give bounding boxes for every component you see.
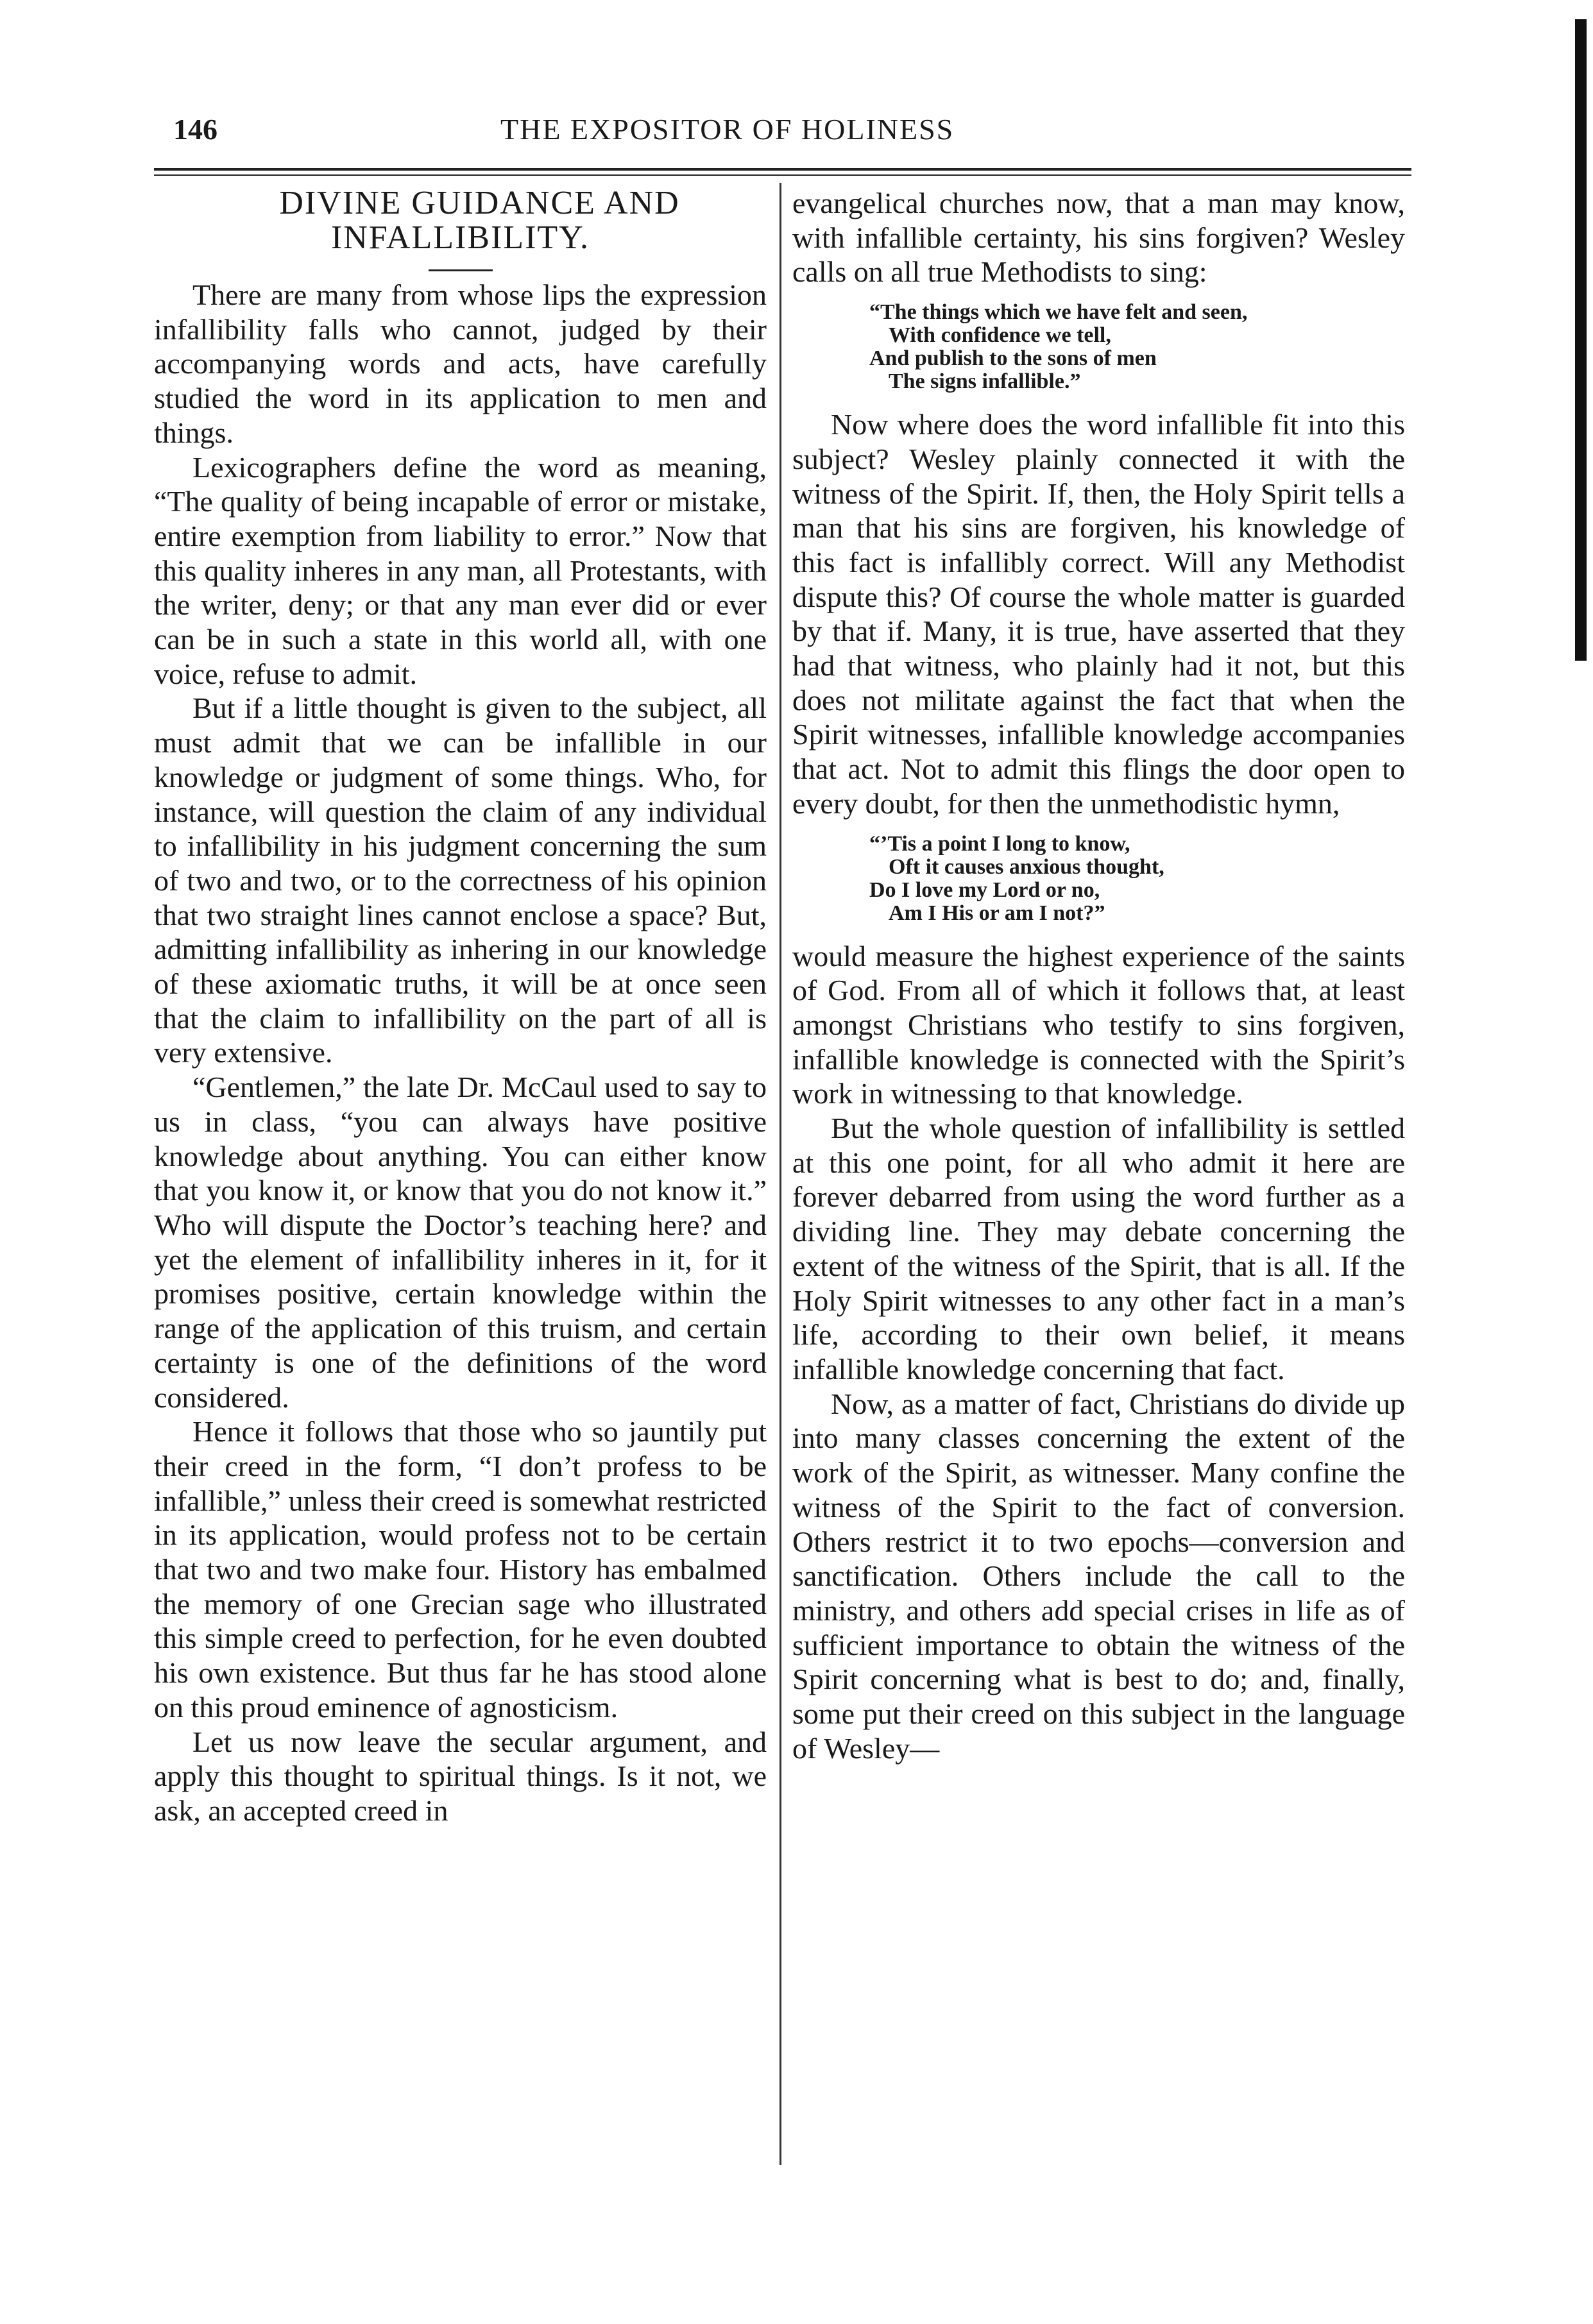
left-column (154, 186, 767, 1828)
paragraph: There are many from whose lips the expression infallibility falls who cannot, judged by their accompanying words and acts, have carefully studied the word in its application to men and things. (154, 278, 767, 449)
verse-line: “The things which we have felt and seen, (869, 300, 1248, 325)
paragraph: “Gentlemen,” the late Dr. McCaul used to say to us in class, “you can always have positive knowledge about anything. You can either know that you know it, or know that you do not know it.” Who will dispute the Doctor’s teaching here? and yet the element of infallibility inheres in it, for it promises positive, certain knowledge within the range of the application of this truism, and certain certainty is one of the definitions of the word considered. (154, 1071, 767, 1414)
page-number: 146 (173, 113, 217, 146)
paragraph: Now where does the word infallible fit into this subject? Wesley plainly connected it with the witness of the Spirit. If, then, the Holy Spirit tells a man that his sins are forgiven, his knowledge of this fact is infallibly correct. Will any Methodist dispute this? Of course the whole matter is guarded by that if. Many, it is true, have asserted that they had that witness, who plainly had it not, but this does not militate against the fact that when the Spirit witnesses, infallible knowledge accompanies that act. Not to admit this flings the door open to every doubt, for then the unmethodistic hymn, (792, 408, 1405, 820)
paragraph: Lexicographers define the word as meaning, “The quality of being incapable of error or mistake, entire exemption from liability to error.” Now that this quality inheres in any man, all Protestants, with the writer, deny; or that any man ever did or ever can be in such a state in this world all, with one voice, refuse to admit. (154, 450, 767, 690)
verse-line: Am I His or am I not?” (889, 901, 1105, 925)
verse-line: The signs infallible.” (889, 369, 1081, 394)
right-column (792, 186, 1405, 1765)
paragraph-continued: evangelical churches now, that a man may know, with infallible certainty, his sins forgiven? Wesley calls on all true Methodists to sing: (792, 187, 1405, 289)
page-edge-mark (1575, 19, 1587, 661)
header-rule (154, 168, 1411, 171)
title-rule (429, 269, 493, 271)
article-title: DIVINE GUIDANCE AND INFALLIBILITY. (279, 185, 680, 256)
hymn-verse (792, 833, 1405, 925)
verse-line: With confidence we tell, (889, 323, 1111, 348)
paragraph: Now, as a matter of fact, Christians do divide up into many classes concerning the extent of the work of the Spirit, as witnesser. Many confine the witness of the Spirit to the fact of conversion. Others restrict it to two epochs—conversion and sanctification. Others include the call to the ministry, and others add special crises in life as of sufficient importance to obtain the witness of the Spirit concerning what is best to do; and, finally, some put their creed on this subject in the language of Wesley— (792, 1387, 1405, 1765)
page-header (173, 112, 1411, 157)
hymn-verse (792, 301, 1405, 393)
paragraph-continued: would measure the highest experience of the saints of God. From all of which it follows that, at least amongst Christians who testify to sins forgiven, infallible knowledge is connected with the Spirit’s work in witnessing to that knowledge. (792, 939, 1405, 1110)
running-title: THE EXPOSITOR OF HOLINESS (500, 113, 955, 146)
paragraph: Hence it follows that those who so jauntily put their creed in the form, “I don’t profess to be infallible,” unless their creed is somewhat restricted in its application, would profess not to be certain that two and two make four. History has embalmed the memory of one Grecian sage who illustrated this simple creed to perfection, for he even doubted his own existence. But thus far he has stood alone on this proud eminence of agnosticism. (154, 1415, 767, 1724)
header-rule-thin (154, 174, 1411, 176)
paragraph: Let us now leave the secular argument, and apply this thought to spiritual things. Is it not, we ask, an accepted creed in (154, 1725, 767, 1827)
column-divider (779, 183, 781, 2165)
paragraph: But if a little thought is given to the subject, all must admit that we can be infallible in our knowledge or judgment of some things. Who, for instance, will question the claim of any individual to infallibility in his judgment concerning the sum of two and two, or to the correctness of his opinion that two straight lines cannot enclose a space? But, admitting infallibility as inhering in our knowledge of these axiomatic truths, it will be at once seen that the claim to infallibility on the part of all is very extensive. (154, 691, 767, 1069)
paragraph: But the whole question of infallibility is settled at this one point, for all who admit it here are forever debarred from using the word further as a dividing line. They may debate concerning the extent of the witness of the Spirit, that is all. If the Holy Spirit witnesses to any other fact in a man’s life, according to their own belief, it means infallible knowledge concerning that fact. (792, 1112, 1405, 1386)
verse-line: Do I love my Lord or no, (869, 878, 1100, 902)
verse-line: “’Tis a point I long to know, (869, 831, 1130, 856)
verse-line: Oft it causes anxious thought, (889, 854, 1164, 879)
verse-line: And publish to the sons of men (869, 346, 1157, 371)
